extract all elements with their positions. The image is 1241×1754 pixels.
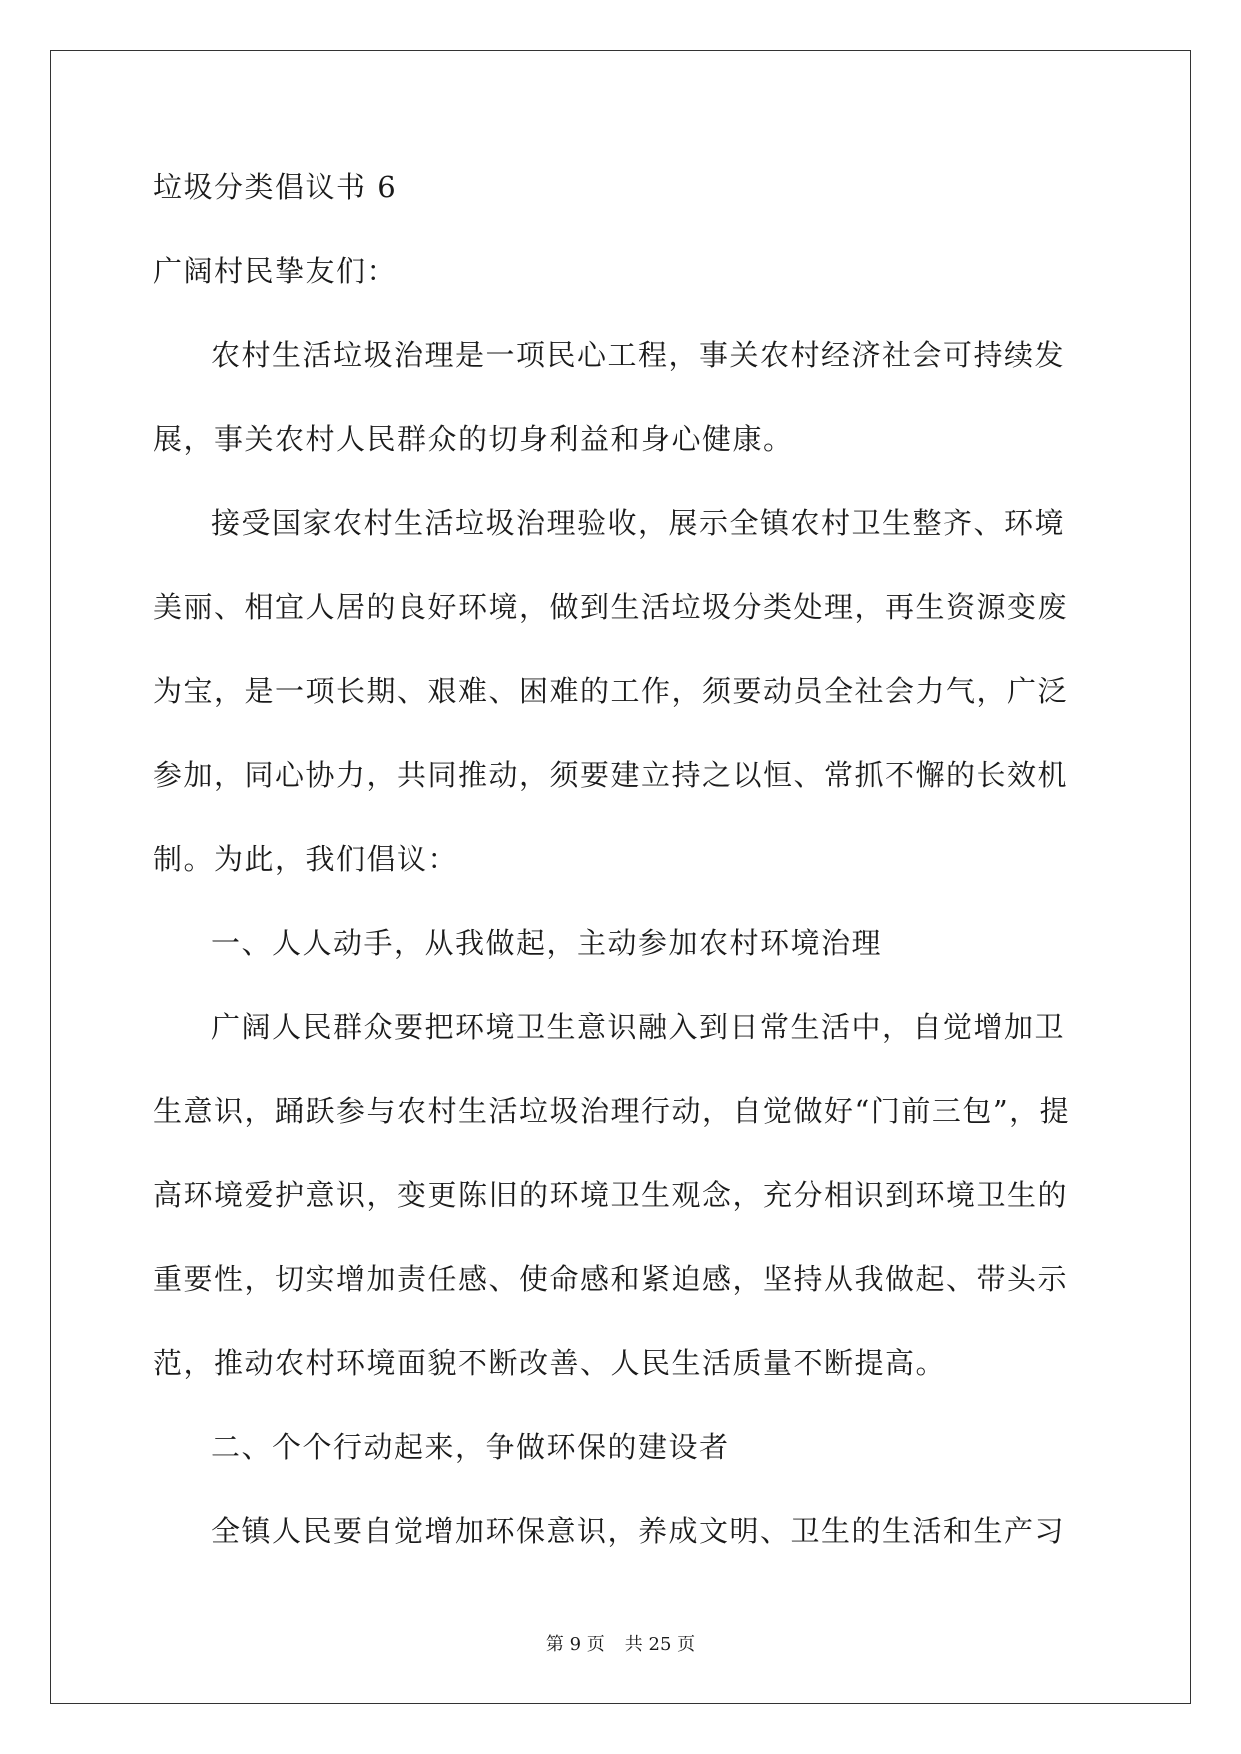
- text-line: 二、个个行动起来，争做环保的建设者: [211, 1430, 730, 1464]
- text-line: 全镇人民要自觉增加环保意识，养成文明、卫生的生活和生产习: [211, 1514, 1066, 1548]
- document-title: 垃圾分类倡议书 6: [153, 170, 398, 204]
- text-line: 重要性，切实增加责任感、使命感和紧迫感，坚持从我做起、带头示: [153, 1262, 1069, 1296]
- text-line: 高环境爱护意识，变更陈旧的环境卫生观念，充分相识到环境卫生的: [153, 1178, 1069, 1212]
- text-line: 生意识，踊跃参与农村生活垃圾治理行动，自觉做好“门前三包”，提: [153, 1094, 1071, 1128]
- text-line: 接受国家农村生活垃圾治理验收，展示全镇农村卫生整齐、环境: [211, 506, 1066, 540]
- text-line: 参加，同心协力，共同推动，须要建立持之以恒、常抓不懈的长效机: [153, 758, 1069, 792]
- document-body: [153, 165, 1090, 1573]
- text-line: 范，推动农村环境面貌不断改善、人民生活质量不断提高。: [153, 1346, 947, 1380]
- text-line: 为宝，是一项长期、艰难、困难的工作，须要动员全社会力气，广泛: [153, 674, 1069, 708]
- text-line: 美丽、相宜人居的良好环境，做到生活垃圾分类处理，再生资源变废: [153, 590, 1069, 624]
- page-total: 共 25 页: [624, 1634, 696, 1655]
- text-line: 广阔村民挚友们：: [153, 254, 398, 288]
- text-line: 广阔人民群众要把环境卫生意识融入到日常生活中，自觉增加卫: [211, 1010, 1066, 1044]
- page-number: 第 9 页: [545, 1634, 605, 1655]
- text-line: 农村生活垃圾治理是一项民心工程，事关农村经济社会可持续发: [211, 338, 1066, 372]
- text-line: 一、人人动手，从我做起，主动参加农村环境治理: [211, 926, 883, 960]
- text-line: 制。为此，我们倡议：: [153, 842, 459, 876]
- document-paragraphs: [153, 229, 1090, 1573]
- text-line: 展，事关农村人民群众的切身利益和身心健康。: [153, 422, 794, 456]
- page-footer: [0, 1630, 1241, 1656]
